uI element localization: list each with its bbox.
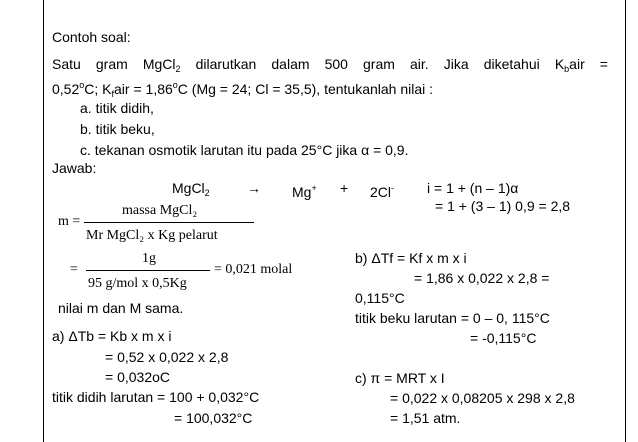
problem-line-1: Satu gram MgCl$_2$ dilarutkan dalam 500 gram air. Jika diketahui $K_bair$ = <box>52 56 608 74</box>
fraction-1-denominator: Mr MgCl₂ x Kg pelarut <box>86 228 218 243</box>
part-a-line-3: = 0,032oC <box>105 369 170 385</box>
part-b-line-1: b) ΔTf = Kf x m x i <box>355 250 467 266</box>
molality-result: = 0,021 molal <box>214 262 293 277</box>
fraction-2-equals: = <box>70 262 78 277</box>
fraction-2-numerator: 1g <box>142 251 156 266</box>
problem-item-a: a. titik didih, <box>80 100 154 116</box>
part-a-line-1: a) ΔTb = Kb x m x i <box>52 328 172 344</box>
vant-hoff-factor-value: = 1 + (3 – 1) 0,9 = 2,8 <box>435 198 571 214</box>
part-a-line-2: = 0,52 x 0,022 x 2,8 <box>105 349 229 365</box>
reaction-arrow: → <box>247 180 261 196</box>
left-border-line <box>43 0 44 442</box>
problem-item-b: b. titik beku, <box>80 121 155 137</box>
answer-label: Jawab: <box>52 160 97 176</box>
fraction-2-denominator: 95 g/mol x 0,5Kg <box>88 276 187 291</box>
fraction-2-bar <box>86 270 210 271</box>
reaction-plus: + <box>340 180 349 196</box>
problem-item-c: c. tekanan osmotik larutan itu pada 25°C jika α = 0,9. <box>80 142 409 158</box>
part-a-line-4: titik didih larutan = 100 + 0,032°C <box>52 389 260 405</box>
molality-m-label: m = <box>58 214 81 229</box>
reaction-mg-ion: Mg+ <box>292 183 317 200</box>
right-border-line <box>625 0 626 442</box>
part-b-line-4: titik beku larutan = 0 – 0, 115°C <box>355 310 550 326</box>
fraction-1-bar <box>84 222 254 223</box>
part-c-line-3: = 1,51 atm. <box>390 410 461 426</box>
part-b-line-3: 0,115°C <box>355 290 405 306</box>
reaction-lhs: MgCl$_2$ <box>172 180 210 198</box>
reaction-cl-ion: 2Cl- <box>370 183 395 200</box>
part-b-line-2: = 1,86 x 0,022 x 2,8 = <box>414 270 550 286</box>
page-title: Contoh soal: <box>52 29 131 45</box>
part-b-line-5: = -0,115°C <box>470 330 537 346</box>
problem-line-2: 0,52$^o$C; $K_fair = 1,86^oC$ (Mg = 24; Cl = 35,5), tentukanlah nilai : <box>52 80 434 99</box>
part-c-line-1: c) π = MRT x I <box>355 370 445 386</box>
vant-hoff-factor-formula: i = 1 + (n – 1)α <box>427 180 519 196</box>
fraction-1-numerator: massa MgCl₂ <box>122 203 198 218</box>
part-a-line-5: = 100,032°C <box>174 410 253 426</box>
part-c-line-2: = 0,022 x 0,08205 x 298 x 2,8 <box>390 390 575 406</box>
molality-note: nilai m dan M sama. <box>58 300 184 316</box>
